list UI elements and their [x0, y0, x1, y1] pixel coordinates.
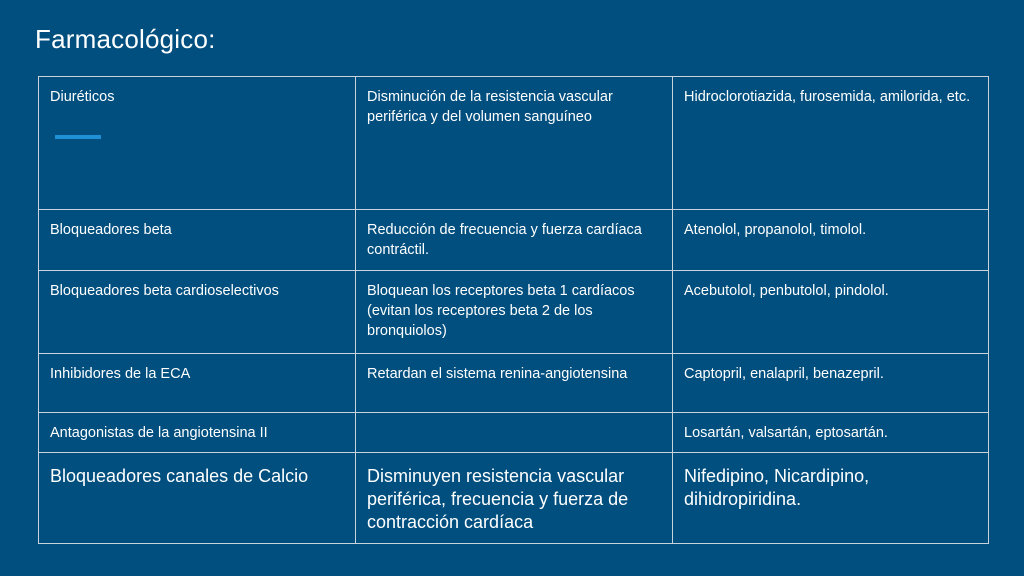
table-row: [39, 77, 989, 210]
drug-class: Diuréticos: [50, 89, 115, 105]
table-cell: [673, 77, 989, 210]
table-cell: [356, 413, 673, 453]
drug-table: [38, 76, 989, 544]
table-cell: [39, 453, 356, 544]
drug-class: Antagonistas de la angiotensina II: [50, 425, 268, 441]
drug-class: Bloqueadores canales de Calcio: [50, 466, 309, 486]
table-row: [39, 210, 989, 271]
table-cell: [356, 354, 673, 413]
table-cell: [356, 453, 673, 544]
mechanism: Reducción de frecuencia y fuerza cardíaca contráctil.: [367, 222, 642, 258]
drug-class: Inhibidores de la ECA: [50, 366, 191, 382]
mechanism: Disminución de la resistencia vascular periférica y del volumen sanguíneo: [367, 89, 613, 125]
table-cell: [673, 413, 989, 453]
drug-examples: Acebutolol, penbutolol, pindolol.: [684, 283, 889, 299]
drug-examples: Hidroclorotiazida, furosemida, amilorida, etc.: [684, 89, 971, 105]
table-cell: [39, 413, 356, 453]
table-cell: [39, 210, 356, 271]
drug-examples: Captopril, enalapril, benazepril.: [684, 366, 884, 382]
table-cell: [356, 77, 673, 210]
mechanism: Retardan el sistema renina-angiotensina: [367, 366, 628, 382]
drug-examples: Nifedipino, Nicardipino, dihidropiridina.: [684, 466, 870, 509]
table-cell: [356, 271, 673, 354]
table-row: [39, 413, 989, 453]
accent-bar: [55, 135, 101, 139]
table-cell: [39, 354, 356, 413]
drug-examples: Atenolol, propanolol, timolol.: [684, 222, 867, 238]
slide-title: Farmacológico:: [35, 24, 216, 54]
table-cell: [673, 354, 989, 413]
mechanism: Disminuyen resistencia vascular periférica, frecuencia y fuerza de contracción cardíaca: [367, 466, 629, 532]
drug-class: Bloqueadores beta: [50, 222, 172, 238]
table-cell: [356, 210, 673, 271]
table-cell: [39, 77, 356, 210]
drug-examples: Losartán, valsartán, eptosartán.: [684, 425, 888, 441]
table-cell: [673, 210, 989, 271]
drug-class: Bloqueadores beta cardioselectivos: [50, 283, 279, 299]
table-cell: [673, 453, 989, 544]
mechanism: Bloquean los receptores beta 1 cardíacos (evitan los receptores beta 2 de los bronquiolos): [367, 283, 635, 339]
table-row: [39, 354, 989, 413]
table-cell: [39, 271, 356, 354]
table-row: [39, 271, 989, 354]
table-cell: [673, 271, 989, 354]
table-row: [39, 453, 989, 544]
